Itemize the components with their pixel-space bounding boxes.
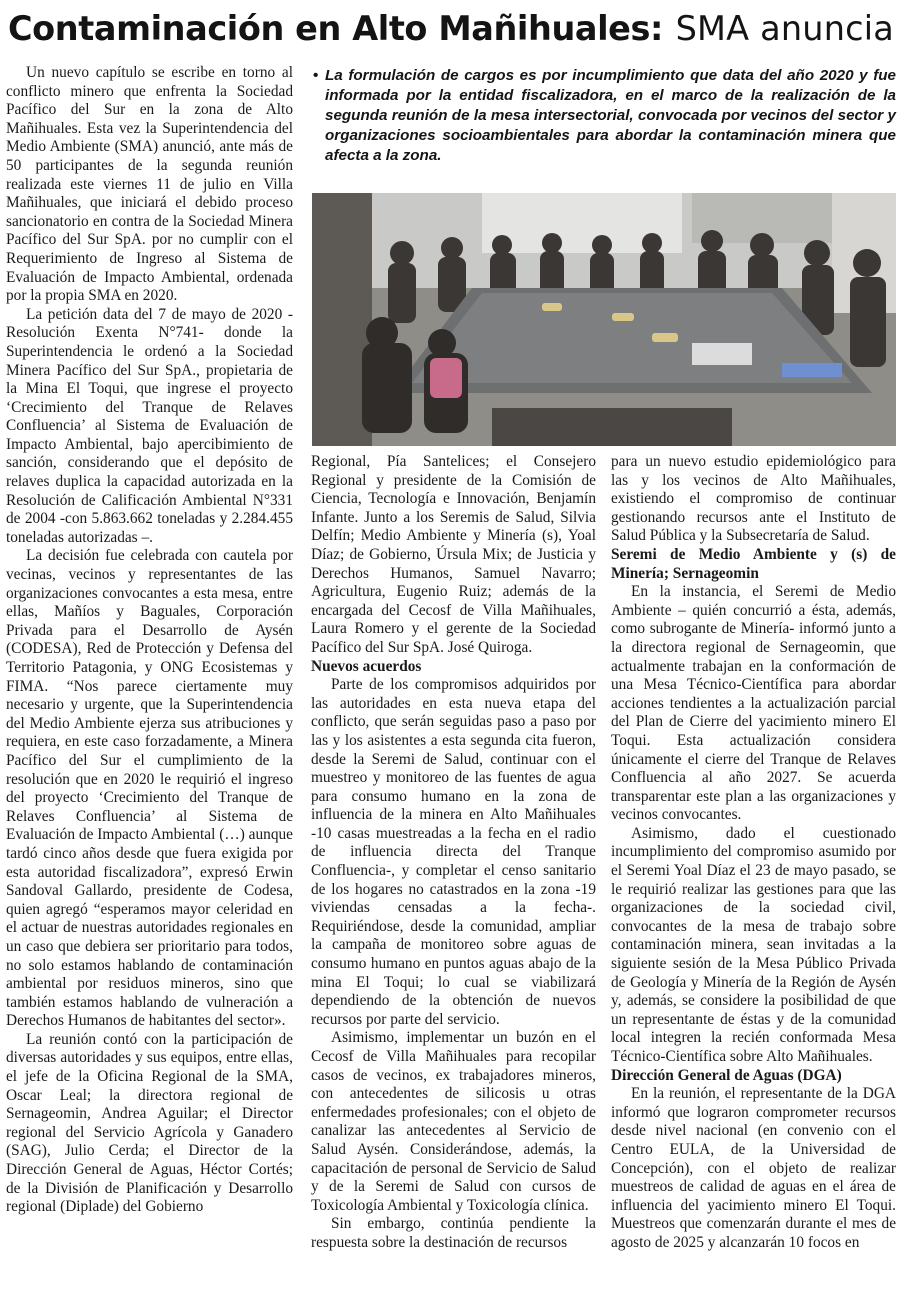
col2-paragraph-1: Regional, Pía Santelices; el Consejero Regional y presidente de la Comisión de Ciencia, Tecnología e Innovación, Benjamín Infante. Junto a los Seremis de Salud, Silvia Delfín; Medio Ambiente y Minería (s), Yoal Díaz; de Gobierno, Úrsula Mix; de Justicia y Derechos Humanos, Samuel Navarro; Agricultura, Eugenio Ruiz; además de la encargada del Cecosf de Villa Mañihuales, Laura Romero y el gerente de la Sociedad Pacífico del Sur SpA. José Quiroga. <box>311 453 596 656</box>
col3-subhead-1: Seremi de Medio Ambiente y (s) de Minería; Sernageomin <box>611 545 896 582</box>
lead-text: La formulación de cargos es por incumplimiento que data del año 2020 y fue informada por la entidad fiscalizadora, en el marco de la realización de la segunda reunión de la mesa intersectorial, convocada por vecinos del sector y organizaciones socioambientales para abordar la contaminación minera que afecta a la zona. <box>325 67 896 164</box>
col3-subhead-2: Dirección General de Aguas (DGA) <box>611 1066 842 1084</box>
col1-paragraph-4: La reunión contó con la participación de diversas autoridades y sus equipos, entre ellas, el jefe de la Oficina Regional de la SMA, Oscar Leal; la directora regional de Sernageomin, Andrea Aguilar; el Director regional del Servicio Agrícola y Ganadero (SAG), Julio Cerda; el Director de la Dirección General de Aguas, Héctor Cortés; de la División de Planificación y Desarrollo regional (Diplade) del Gobierno <box>6 1030 293 1216</box>
column-1 <box>6 64 293 1217</box>
col3-paragraph-4: En la reunión, el representante de la DGA informó que lograron comprometer recursos desde nivel nacional (en convenio con el Centro EULA, de la Universidad de Concepción), con el objeto de realizar muestreos de calidad de aguas en el área de influencia del yacimiento minero El Toqui. Muestreos que comenzarán durante el mes de agosto de 2025 y alcanzarán 10 focos en <box>611 1085 896 1251</box>
col2-paragraph-4: Sin embargo, continúa pendiente la respuesta sobre la destinación de recursos <box>311 1215 596 1251</box>
col3-paragraph-1: para un nuevo estudio epidemiológico para las y los vecinos de Alto Mañihuales, existiendo el compromiso de continuar gestionando recursos ante el Instituto de Salud Pública y la Subsecretaría de Salud. <box>611 453 896 545</box>
col2-paragraph-2: Parte de los compromisos adquiridos por las autoridades en esta nueva etapa del conflicto, que serán seguidas paso a paso por las y los asistentes a esta segunda cita fueron, desde la Seremi de Salud, continuar con el muestreo y monitoreo de las fuentes de agua para consumo humano en la zona de influencia de la minera en Alto Mañihuales -10 casas muestreadas a la fecha en el radio de influencia directa del Tranque Confluencia-, y completar el censo sanitario de los hogares no catastrados en la zona -19 viviendas censadas a la fecha-. Requiriéndose, desde la comunidad, ampliar la campaña de monitoreo sobre aguas de consumo humano en puntos aguas abajo de la mina El Toqui; lo cual se viabilizará dependiendo de la obtención de nuevos recursos por parte del servicio. <box>311 676 596 1028</box>
col2-subhead: Nuevos acuerdos <box>311 657 422 675</box>
col1-paragraph-2: La petición data del 7 de mayo de 2020 -Resolución Exenta N°741- donde la Superintendencia le ordenó a la Sociedad Minera Pacífico del Sur SpA., propietaria de la Mina El Toqui, que ingrese el proyecto ‘Crecimiento del Tranque de Relaves Confluencia’ al Sistema de Evaluación de Impacto Ambiental, bajo apercibimiento de sanción, considerando que el depósito de relaves duplica la capacidad autorizada en la Resolución de Calificación Ambiental N°331 de 2004 -con 5.863.662 toneladas y 2.284.455 toneladas autorizadas –. <box>6 305 293 546</box>
col1-paragraph-1: Un nuevo capítulo se escribe en torno al conflicto minero que enfrenta la Sociedad Pacífico del Sur en la zona de Alto Mañihuales. Esta vez la Superintendencia del Medio Ambiente (SMA) anunció, ante más de 50 participantes de la segunda reunión realizada este viernes 11 de julio en Villa Mañihuales, que iniciará el debido proceso sancionatorio en contra de la Sociedad Minera Pacífico del Sur SpA. por no cumplir con el Requerimiento de Ingreso al Sistema de Evaluación de Impacto Ambiental, ordenada por la propia SMA en 2020. <box>6 64 293 305</box>
column-2 <box>311 453 596 1253</box>
headline-normal: SMA anuncia <box>675 9 894 48</box>
col2-paragraph-3: Asimismo, implementar un buzón en el Cecosf de Villa Mañihuales para recopilar casos de vecinos, ex trabajadores mineros, con antecedentes de silicosis u otras enfermedades profesionales; con el objeto de canalizar las antecedentes al Servicio de Salud Aysén. Considerándose, además, la capacitación de personal de Servicio de Salud y de la Seremi de Salud con cursos de Toxicología Ambiental y Toxicología clínica. <box>311 1029 596 1214</box>
col3-paragraph-3: Asimismo, dado el cuestionado incumplimiento del compromiso asumido por el Seremi Yoal Díaz el 23 de mayo pasado, se le requirió realizar las gestiones para que las organizaciones de la sociedad civil, convocantes de la mesa de trabajo sobre contaminación minera, sean invitadas a la siguiente sesión de la Mesa Público Privada de Geología y Minería de la Región de Aysén y, además, se considere la posibilidad de que un representante de éstas y de la comunidad local integren la recién conformada Mesa Técnico-Científica sobre Alto Mañihuales. <box>611 824 896 1065</box>
column-3 <box>611 453 896 1253</box>
lead-bullet: • <box>313 67 319 84</box>
col3-paragraph-2: En la instancia, el Seremi de Medio Ambiente – quién concurrió a ésta, además, como subrogante de Minería- informó junto a la directora regional de Sernageomin, que actualmente trabajan en la conformación de una Mesa Técnico-Científica para abordar acciones tendientes a la actualización parcial del Plan de Cierre del yacimiento minero El Toqui. Esta actualización considera únicamente el cierre del Tranque de Relaves Confluencia al año 2027. Se acuerda transparentar este plan a las organizaciones y vecinos convocantes. <box>611 583 896 824</box>
meeting-photo-icon <box>312 193 896 446</box>
lead-summary <box>313 66 896 166</box>
col1-paragraph-3: La decisión fue celebrada con cautela por vecinas, vecinos y representantes de las organizaciones convocantes a esta mesa, entre ellas, Mañíos y Baguales, Corporación Privada para el Desarrollo de Aysén (CODESA), Red de Protección y Defensa del Territorio Patagonia, y ONG Ecosistemas y FIMA. “Nos parece ciertamente muy necesario y urgente, que la Superintendencia del Medio Ambiente ejerza sus atribuciones y requiera, en este caso forzadamente, a Minera Pacífico del Sur el cumplimiento de la resolución que en 2020 le requirió el ingreso del proyecto ‘Crecimiento del Tranque de Relaves Confluencia’ al Sistema de Evaluación de Impacto Ambiental (…) aunque tardó cinco años desde que fuera exigida por esta autoridad fiscalizadora”, expresó Erwin Sandoval Gallardo, presidente de Codesa, quien agregó “esperamos mayor celeridad en el actuar de nuestras autoridades regionales en un caso que debiera ser prioritario para todos, no solo estamos hablando de contaminación ambiental por residuos mineros, sino que también estamos hablando de vulneración a Derechos Humanos de habitantes del sector». <box>6 547 293 1030</box>
meeting-photo <box>312 193 896 446</box>
headline-bold: Contaminación en Alto Mañihuales: <box>8 9 664 48</box>
headline <box>8 6 894 56</box>
